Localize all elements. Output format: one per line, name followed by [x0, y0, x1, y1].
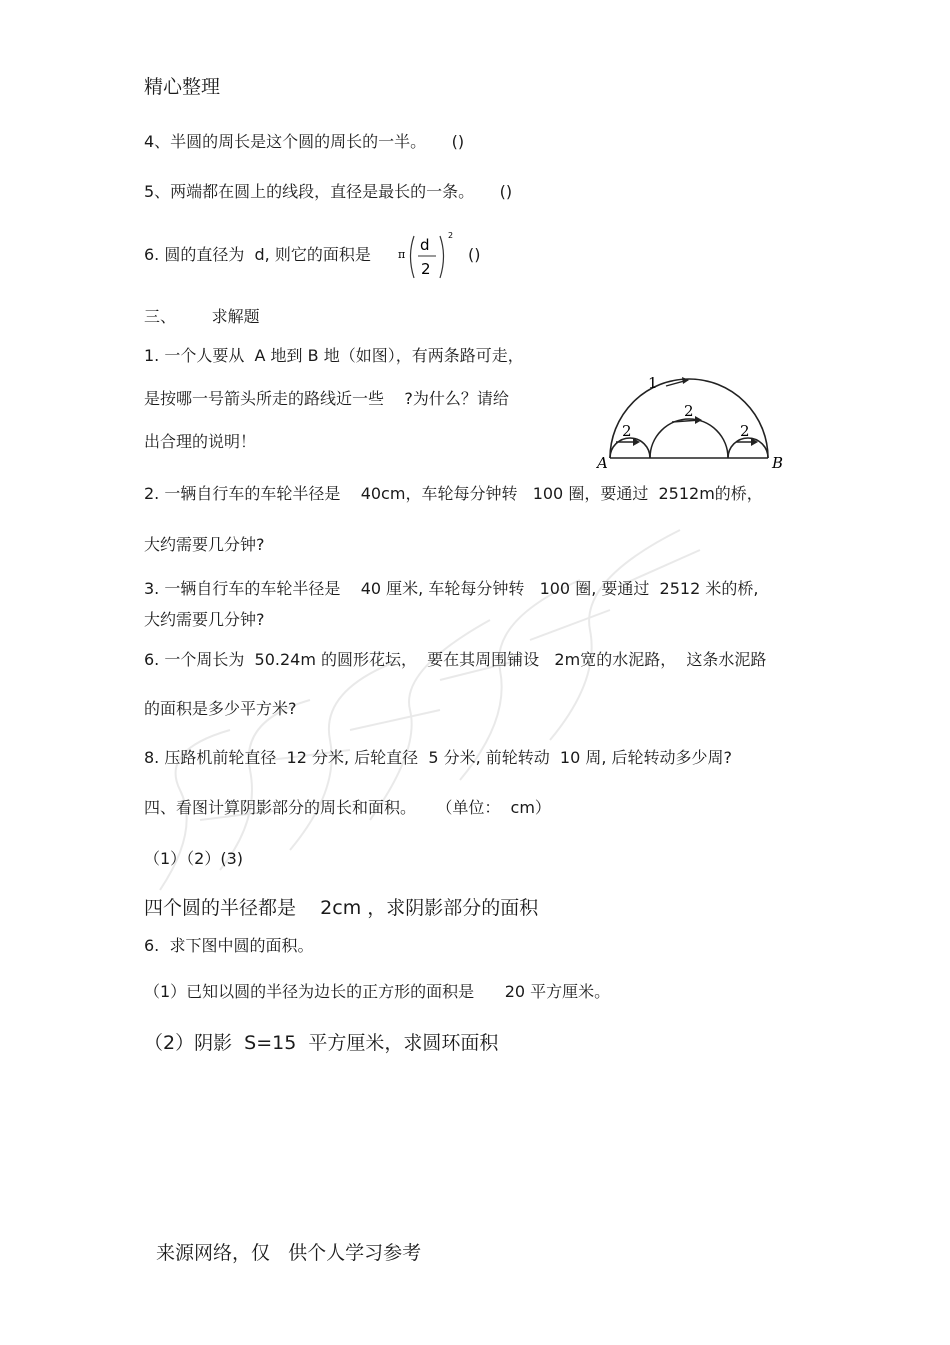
point-a-label: A — [597, 454, 608, 472]
pi-symbol: π — [398, 248, 406, 261]
left-paren-icon — [411, 236, 415, 278]
problem-8: 8. 压路机前轮直径 12 分米, 后轮直径 5 分米, 前轮转动 10 周, 后轮转动多少周? — [144, 748, 733, 767]
section-3-heading: 三、 求解题 — [144, 307, 260, 326]
arrow-1-head-icon — [682, 377, 689, 384]
problem-6-line-1: 6. 一个周长为 50.24m 的圆形花坛， 要在其周围铺设 2m宽的水泥路， 这条水泥路 — [144, 650, 767, 669]
fraction-denominator: 2 — [421, 260, 431, 278]
problem-2-line-2: 大约需要几分钟? — [144, 535, 265, 554]
arrow-2-right-label: 2 — [740, 422, 750, 440]
question-6b: 6. 求下图中圆的面积。 — [144, 936, 314, 955]
arrow-2-left-label: 2 — [622, 422, 632, 440]
route-diagram — [596, 366, 796, 474]
question-6-blank: () — [468, 245, 481, 264]
question-6b-part-1: （1）已知以圆的半径为边长的正方形的面积是 20 平方厘米。 — [144, 982, 611, 1001]
question-4: 4、半圆的周长是这个圆的周长的一半。 () — [144, 132, 465, 151]
problem-2-line-1: 2. 一辆自行车的车轮半径是 40cm，车轮每分钟转 100 圈，要通过 2512m的桥， — [144, 484, 763, 503]
question-6b-part-2: （2）阴影 S=15 平方厘米，求圆环面积 — [144, 1032, 499, 1054]
problem-3-line-1: 3. 一辆自行车的车轮半径是 40 厘米, 车轮每分钟转 100 圈, 要通过 2512 米的桥, — [144, 579, 759, 598]
arrow-1-label: 1 — [648, 374, 658, 392]
page-header: 精心整理 — [144, 76, 221, 98]
right-paren-icon — [440, 236, 444, 278]
figure-sub-labels: （1）（2）(3) — [144, 849, 244, 868]
arrow-2-mid-label: 2 — [684, 402, 694, 420]
problem-1-line-3: 出合理的说明！ — [144, 432, 257, 451]
fraction-numerator: d — [420, 236, 430, 254]
small-semicircle-right — [728, 438, 768, 458]
formula-exponent: 2 — [448, 231, 454, 240]
problem-1-line-2: 是按哪一号箭头所走的路线近一些 ?为什么？请给 — [144, 389, 509, 408]
four-circles-question: 四个圆的半径都是 2cm ，求阴影部分的面积 — [144, 897, 539, 919]
page-footer: 来源网络，仅 供个人学习参考 — [156, 1242, 422, 1264]
problem-3-line-2: 大约需要几分钟? — [144, 610, 265, 629]
question-5: 5、两端都在圆上的线段，直径是最长的一条。 () — [144, 182, 513, 201]
problem-6-line-2: 的面积是多少平方米? — [144, 699, 297, 718]
arrow-2-mid-head-icon — [695, 416, 702, 424]
question-6-text: 6. 圆的直径为 d, 则它的面积是 — [144, 245, 371, 264]
section-4-heading: 四、看图计算阴影部分的周长和面积。 （单位： cm） — [144, 798, 551, 817]
small-semicircle-left — [610, 438, 650, 458]
problem-1-line-1: 1. 一个人要从 A 地到 B 地（如图），有两条路可走， — [144, 346, 524, 365]
point-b-label: B — [772, 454, 784, 472]
area-formula — [398, 228, 468, 284]
middle-semicircle — [650, 419, 728, 458]
